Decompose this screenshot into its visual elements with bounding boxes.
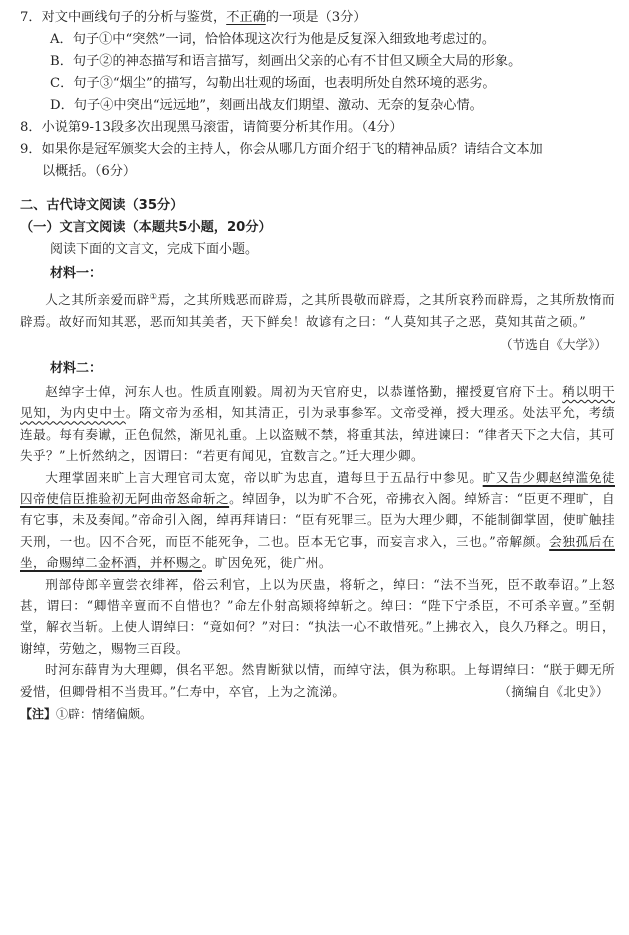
footnote-marker: ①	[149, 292, 158, 301]
footnote-text: ①辟：情绪偏颇。	[56, 707, 153, 722]
question-8: 8．小说第9-13段多次出现黑马滚雷，请简要分析其作用。（4分）	[20, 120, 403, 135]
m2-text: 大理掌固来旷上言大理官司太宽，帝以旷为忠直，遣每旦于五品行中参见。	[45, 469, 483, 485]
m2-text: 。隋文帝为丞相，知其清正，引为录事参军。文帝受禅，授大理丞。处法平允，考绩连最。每有奏谳，正色侃然，渐见礼重。上以盗贼不禁，将重其法，绰进谏曰：“律者天下之大信，其可失乎？”上忻然纳之，因谓曰：“若更有闻见，宜数言之。”迁大理少卿。	[20, 405, 615, 464]
question-9-line1: 9．如果你是冠军颁奖大会的主持人，你会从哪几方面介绍于飞的精神品质？请结合文本加	[20, 142, 543, 157]
m1-text: 焉，之其所贱恶而辟焉，之其所畏敬而辟焉，之其所哀矜而辟焉，之其所敖惰而辟焉。故好而知其恶，恶而知其美者，天下鲜矣！故谚有之曰：“人莫知其子之恶，莫知其苗之硕。”	[20, 292, 616, 329]
q7-stem-emphasis: 不正确	[226, 10, 266, 25]
m1-text: 人之其所亲爱而辟	[45, 292, 150, 308]
section-subtitle: （一）文言文阅读（本题共5小题，20分）	[20, 220, 272, 235]
material-2-label: 材料二：	[50, 361, 103, 376]
footnote-label: 【注】	[20, 707, 57, 722]
material-1-source: （节选自《大学》）	[499, 337, 607, 352]
material-2-paragraph-4	[20, 659, 615, 702]
q7-stem-part: 7．对文中画线句子的分析与鉴赏，	[20, 10, 227, 25]
q7-option-d: D．句子④中突出“远远地”，刻画出战友们期望、激动、无奈的复杂心情。	[50, 98, 483, 113]
m2-text: 时河东薛胄为大理卿，俱名平恕。然胄断狱以情，而绰守法，俱为称职。上每谓绰曰：“朕于卿无所爱惜，但卿骨相不当贵耳。”仁寿中，卒官，上为之流涕。	[20, 662, 615, 699]
material-1-paragraph	[20, 286, 615, 332]
q7-option-c: C．句子③“烟尘”的描写，勾勒出壮观的场面，也表明所处自然环境的恶劣。	[50, 76, 496, 91]
section-instruction: 阅读下面的文言文，完成下面小题。	[50, 242, 259, 257]
question-9-line2: 以概括。（6分）	[42, 164, 137, 179]
material-2-paragraph-1	[20, 381, 615, 467]
q7-stem-part: 的一项是（3分）	[265, 10, 367, 25]
material-2-source: （摘编自《北史》）	[498, 683, 609, 699]
question-7-stem	[20, 8, 615, 28]
m2-underlined-sentence: 稍以明干见知，为内史中士	[20, 384, 615, 421]
m2-underlined-sentence: 会独孤后在坐，命赐绰二金杯酒，并杯赐之	[20, 533, 616, 571]
q7-option-b: B．句子②的神态描写和语言描写，刻画出父亲的心有不甘但又顾全大局的形象。	[50, 54, 522, 69]
material-2-paragraph-2	[20, 467, 615, 574]
m2-text: 。旷因免死，徙广州。	[201, 555, 332, 571]
m2-text: 。绰固争，以为旷不合死，帝拂衣入阁。绰矫言：“臣更不理旷，自有它事，未及奏闻。”帝命引入阁，绰再拜请曰：“臣有死罪三。臣为大理少卿，不能制御掌固，使旷触挂天刑，一也。囚不合死，而臣不能死争，二也。臣本无它事，而妄言求入，三也。”帝解颜。	[20, 491, 615, 549]
footnote	[20, 704, 615, 724]
q7-option-a: A．句子①中“突然”一词，恰恰体现这次行为他是反复深入细致地考虑过的。	[50, 32, 496, 47]
material-1-label: 材料一：	[50, 266, 103, 281]
m2-underlined-sentence: 旷又告少卿赵绰滥免徒囚帝使信臣推验初无阿曲帝怒命斩之	[20, 469, 615, 507]
material-2-paragraph-3: 刑部侍郎辛亶尝衣绯裈，俗云利官，上以为厌蛊，将斩之，绰曰：“法不当死，臣不敢奉诏。”上怒甚，谓曰：“卿惜辛亶而不自惜也？”命左仆射高颎将绰斩之。绰曰：“陛下宁杀臣，不可杀辛亶。”至朝堂，解衣当斩。上使人谓绰曰：“竟如何？”对曰：“执法一心不敢惜死。”上拂衣入，良久乃释之。明日，谢绰，劳勉之，赐物三百段。	[20, 576, 615, 656]
m2-text: 赵绰字士倬，河东人也。性质直刚毅。周初为天官府史，以恭谨恪勤，擢授夏官府下士。	[45, 384, 563, 399]
section-title: 二、古代诗文阅读（35分）	[20, 198, 184, 213]
